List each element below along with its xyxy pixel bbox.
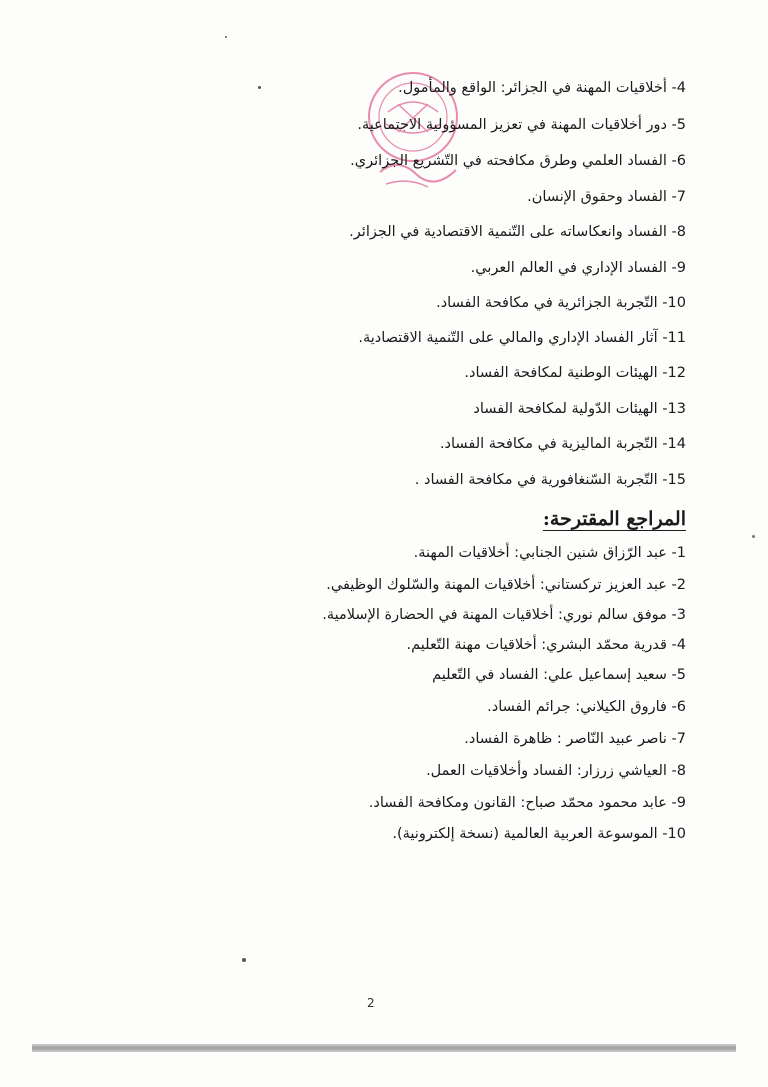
list-item: 11- آثار الفساد الإداري والمالي على التّنمية الاقتصادية. (358, 330, 686, 346)
reference-item: 2- عبد العزيز تركستاني: أخلاقيات المهنة والسّلوك الوظيفي. (326, 577, 686, 593)
list-item: 5- دور أخلاقيات المهنة في تعزيز المسؤولية الاجتماعية. (357, 117, 686, 133)
scan-speck (242, 958, 246, 962)
page-number: 2 (367, 996, 375, 1010)
list-item: 9- الفساد الإداري في العالم العربي. (470, 260, 686, 276)
reference-item: 10- الموسوعة العربية العالمية (نسخة إلكترونية). (392, 826, 686, 842)
reference-item: 7- ناصر عبيد النّاصر : ظاهرة الفساد. (464, 731, 686, 747)
reference-item: 1- عبد الرّزاق شنين الجنابي: أخلاقيات المهنة. (413, 545, 686, 561)
reference-item: 3- موفق سالم نوري: أخلاقيات المهنة في الحضارة الإسلامية. (322, 607, 686, 623)
reference-item: 4- قدرية محمّد البشري: أخلاقيات مهنة التّعليم. (406, 637, 686, 653)
scan-edge-bar (32, 1044, 736, 1052)
reference-item: 5- سعيد إسماعيل علي: الفساد في التّعليم (432, 667, 686, 683)
scan-speck (225, 36, 227, 38)
list-item: 6- الفساد العلمي وطرق مكافحته في التّشريع الجزائري. (350, 153, 686, 169)
reference-item: 8- العياشي زرزار: الفساد وأخلاقيات العمل. (426, 763, 686, 779)
list-item: 14- التّجربة الماليزية في مكافحة الفساد. (439, 436, 686, 452)
list-item: 4- أخلاقيات المهنة في الجزائر: الواقع والمأمول. (398, 80, 686, 96)
list-item: 13- الهيئات الدّولية لمكافحة الفساد (473, 401, 686, 417)
list-item: 12- الهيئات الوطنية لمكافحة الفساد. (464, 365, 686, 381)
scan-speck (752, 535, 755, 538)
list-item: 7- الفساد وحقوق الإنسان. (527, 189, 686, 205)
reference-item: 6- فاروق الكيلاني: جرائم الفساد. (487, 699, 686, 715)
list-item: 8- الفساد وانعكاساته على التّنمية الاقتصادية في الجزائر. (349, 224, 686, 240)
list-item: 10- التّجربة الجزائرية في مكافحة الفساد. (436, 295, 686, 311)
list-item: 15- التّجربة السّنغافورية في مكافحة الفساد . (414, 472, 686, 488)
scan-speck (258, 86, 261, 89)
reference-item: 9- عابد محمود محمّد صباح: القانون ومكافحة الفساد. (368, 795, 686, 811)
references-heading: المراجع المقترحة: (542, 508, 686, 530)
